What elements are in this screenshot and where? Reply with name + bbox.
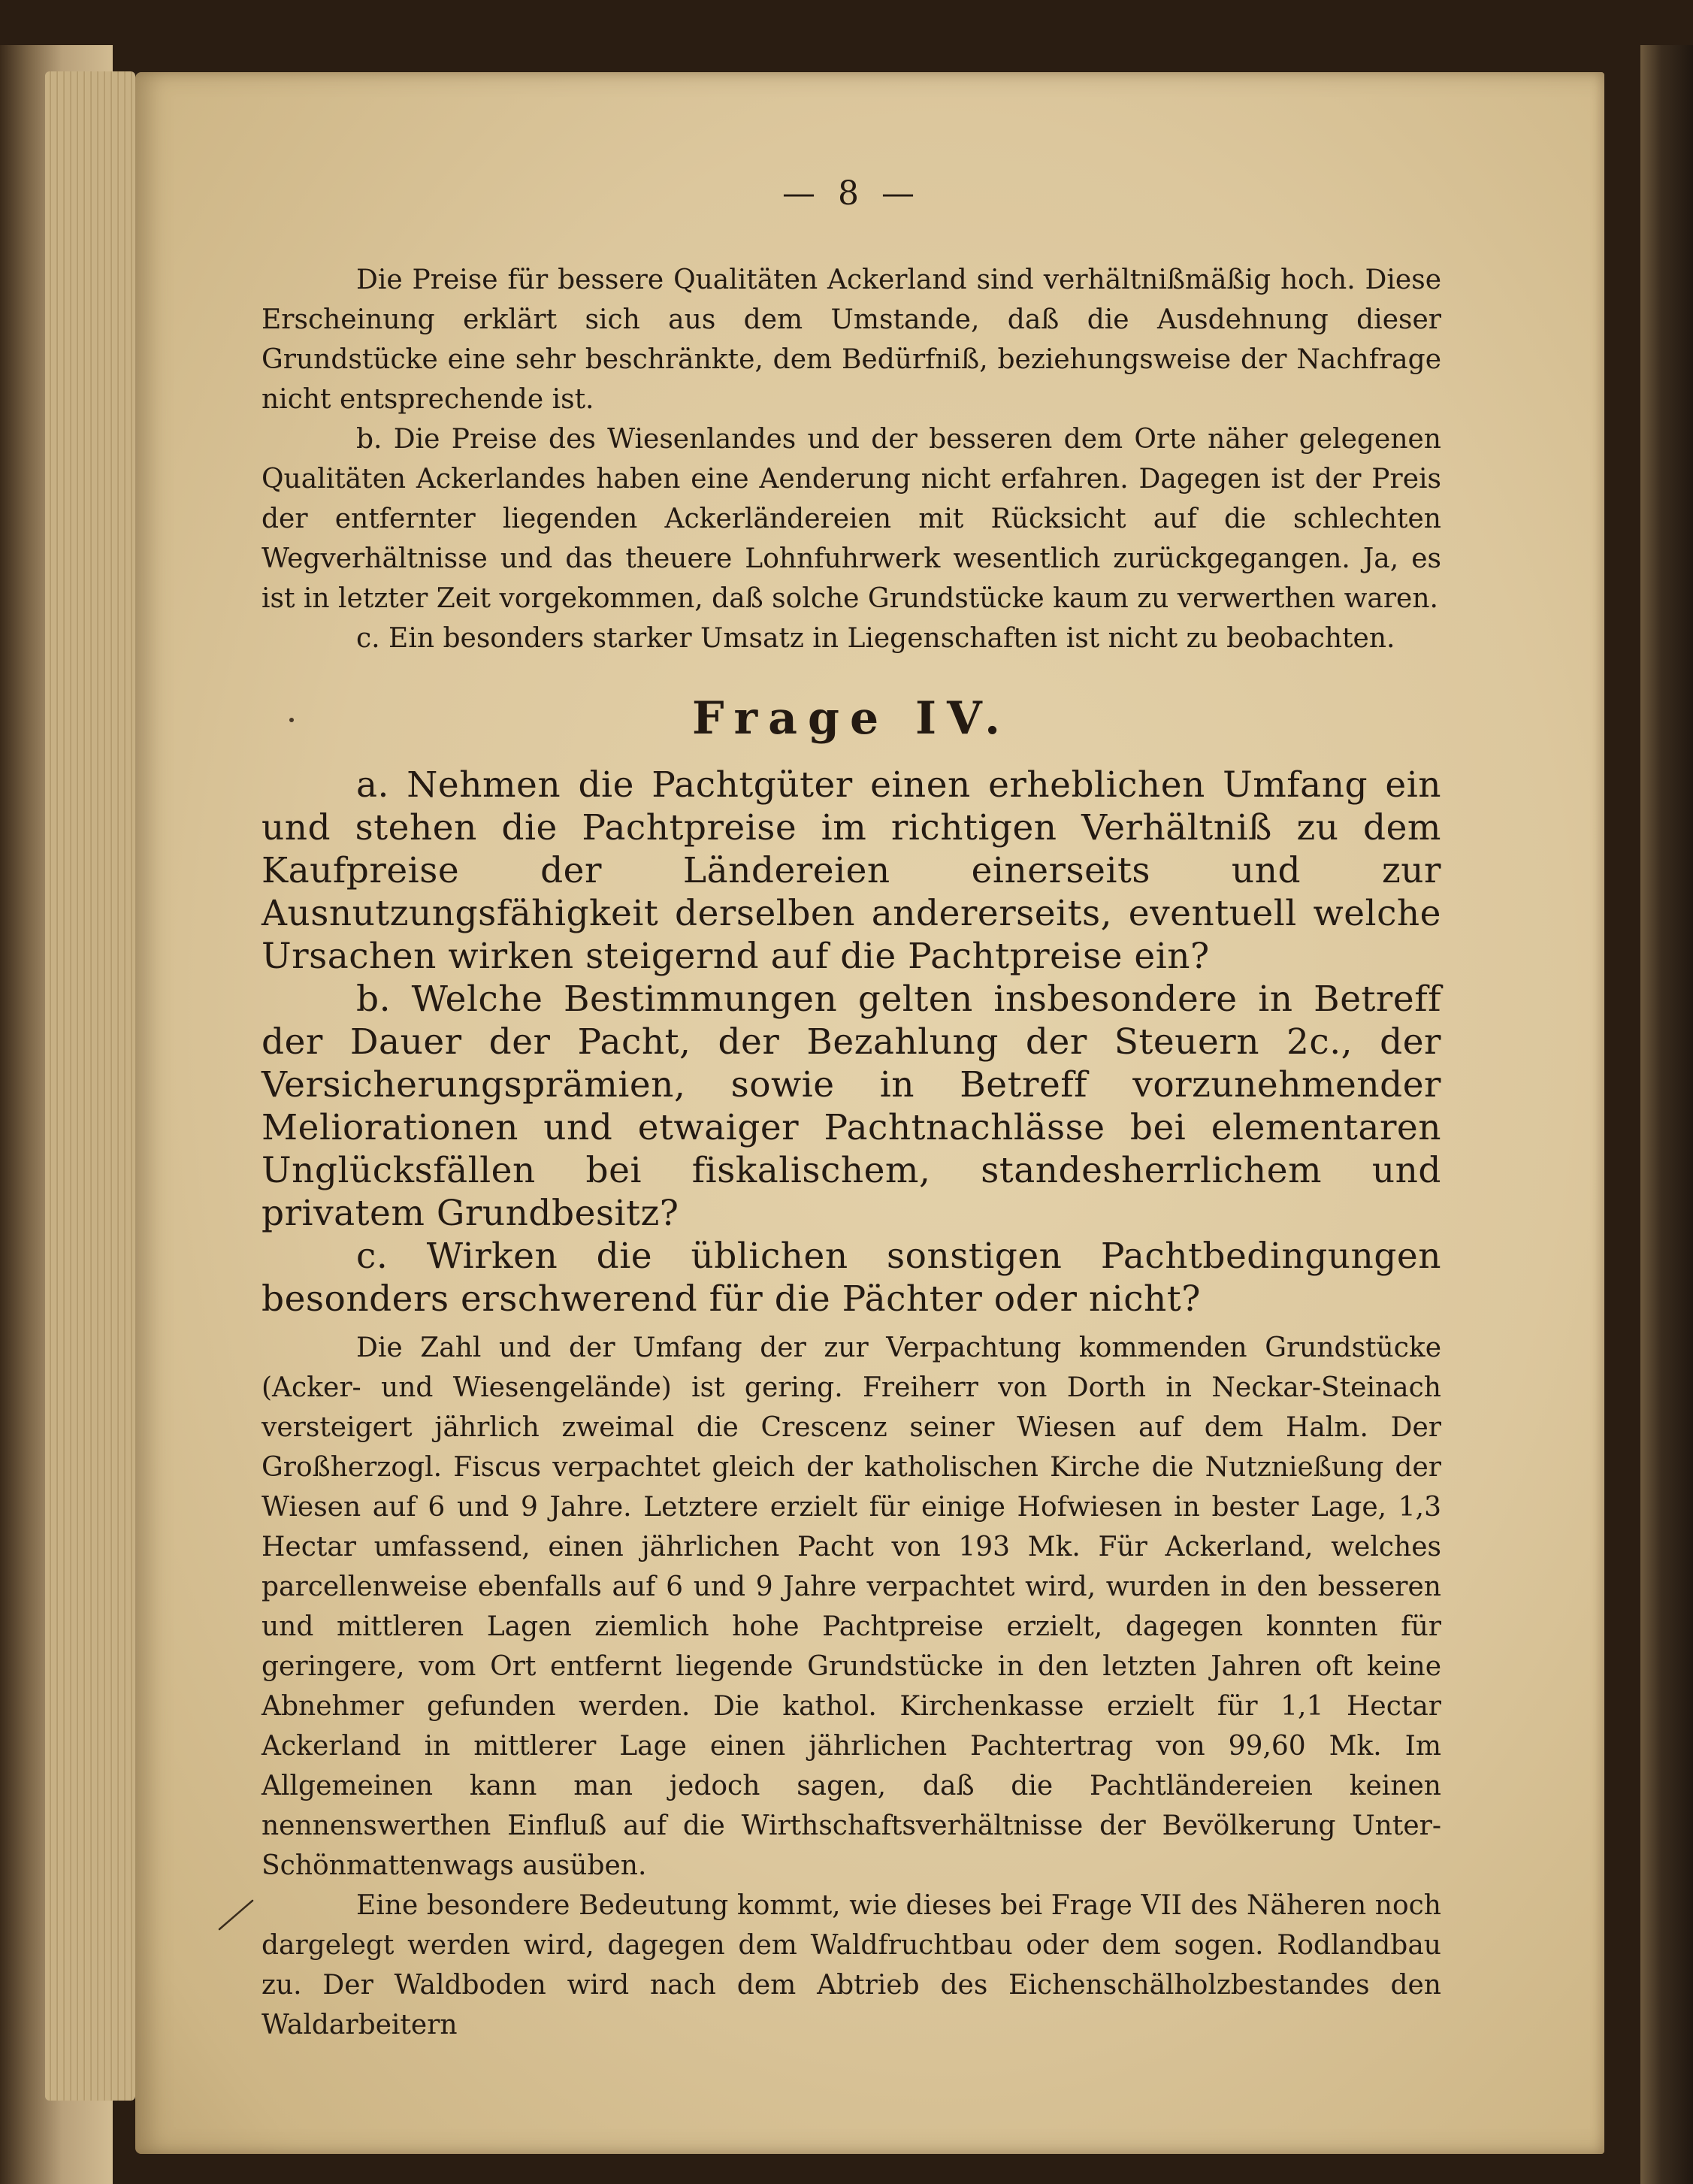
page-stack-edge (45, 71, 135, 2101)
question-item: c. Wirken die üblichen sonstigen Pachtbedingungen besonders erschwerend für die Pächter oder nicht? (262, 1236, 1441, 1320)
paragraph: Die Zahl und der Umfang der zur Verpachtung kommenden Grundstücke (Acker- und Wiesengelände) ist gering. Freiherr von Dorth in Neckar-Steinach versteigert jährlich zweimal die Crescenz seiner Wiesen auf dem Halm. Der Großherzogl. Fiscus verpachtet gleich der katholischen Kirche die Nutznießung der Wiesen auf 6 und 9 Jahre. Letztere erzielt für einige Hofwiesen in bester Lage, 1,3 Hectar umfassend, einen jährlichen Pacht von 193 Mk. Für Ackerland, welches parcellenweise ebenfalls auf 6 und 9 Jahre verpachtet wird, wurden in den besseren und mittleren Lagen ziemlich hohe Pachtpreise erzielt, dagegen konnten für geringere, vom Ort entfernt liegende Grundstücke in den letzten Jahren oft keine Abnehmer gefunden werden. Die kathol. Kirchenkasse erzielt für 1,1 Hectar Ackerland in mittlerer Lage einen jährlichen Pachtertrag von 99,60 Mk. Im Allgemeinen kann man jedoch sagen, daß die Pachtländereien keinen nennenswerthen Einfluß auf die Wirthschaftsverhältnisse der Bevölkerung Unter-Schönmattenwags ausüben. (262, 1332, 1441, 1881)
question-item: b. Welche Bestimmungen gelten insbesondere in Betreff der Dauer der Pacht, der Bezahlung der Steuern 2c., der Versicherungsprämien, sowie in Betreff vorzunehmender Meliorationen und etwaiger Pachtnachlässe bei elementaren Unglücksfällen bei fiskalischem, standesherrlichem und privatem Grundbesitz? (262, 979, 1441, 1234)
paragraph: Eine besondere Bedeutung kommt, wie dieses bei Frage VII des Näheren noch dargelegt werden wird, dagegen dem Waldfruchtbau oder dem sogen. Rodlandbau zu. Der Waldboden wird nach dem Abtrieb des Eichenschälholzbestandes den Waldarbeitern (262, 1890, 1441, 2040)
paragraph: b. Die Preise des Wiesenlandes und der besseren dem Orte näher gelegenen Qualitäten Ackerlandes haben eine Aenderung nicht erfahren. Dagegen ist der Preis der entfernter liegenden Ackerländereien mit Rücksicht auf die schlechten Wegverhältnisse und das theuere Lohnfuhrwerk wesentlich zurückgegangen. Ja, es ist in letzter Zeit vorgekommen, daß solche Grundstücke kaum zu verwerthen waren. (262, 424, 1441, 614)
questions-section (262, 764, 1441, 1320)
paragraph: Die Preise für bessere Qualitäten Ackerland sind verhältnißmäßig hoch. Diese Erscheinung erklärt sich aus dem Umstande, daß die Ausdehnung dieser Grundstücke eine sehr beschränkte, dem Bedürfniß, beziehungsweise der Nachfrage nicht entsprechende ist. (262, 265, 1441, 415)
answer-section (262, 1328, 1441, 2045)
paragraph: c. Ein besonders starker Umsatz in Liegenschaften ist nicht zu beobachten. (356, 623, 1395, 654)
page-content (262, 173, 1441, 2045)
margin-pencil-mark (218, 1898, 255, 1931)
section-heading: Frage IV. (691, 692, 1011, 745)
intro-section (262, 260, 1441, 658)
book-cover-right (1640, 45, 1693, 2184)
question-item: a. Nehmen die Pachtgüter einen erheblichen Umfang ein und stehen die Pachtpreise im richtigen Verhältniß zu dem Kaufpreise der Ländereien einerseits und zur Ausnutzungsfähigkeit derselben andererseits, eventuell welche Ursachen wirken steigernd auf die Pachtpreise ein? (262, 764, 1441, 977)
page-number: — 8 — (782, 174, 921, 213)
